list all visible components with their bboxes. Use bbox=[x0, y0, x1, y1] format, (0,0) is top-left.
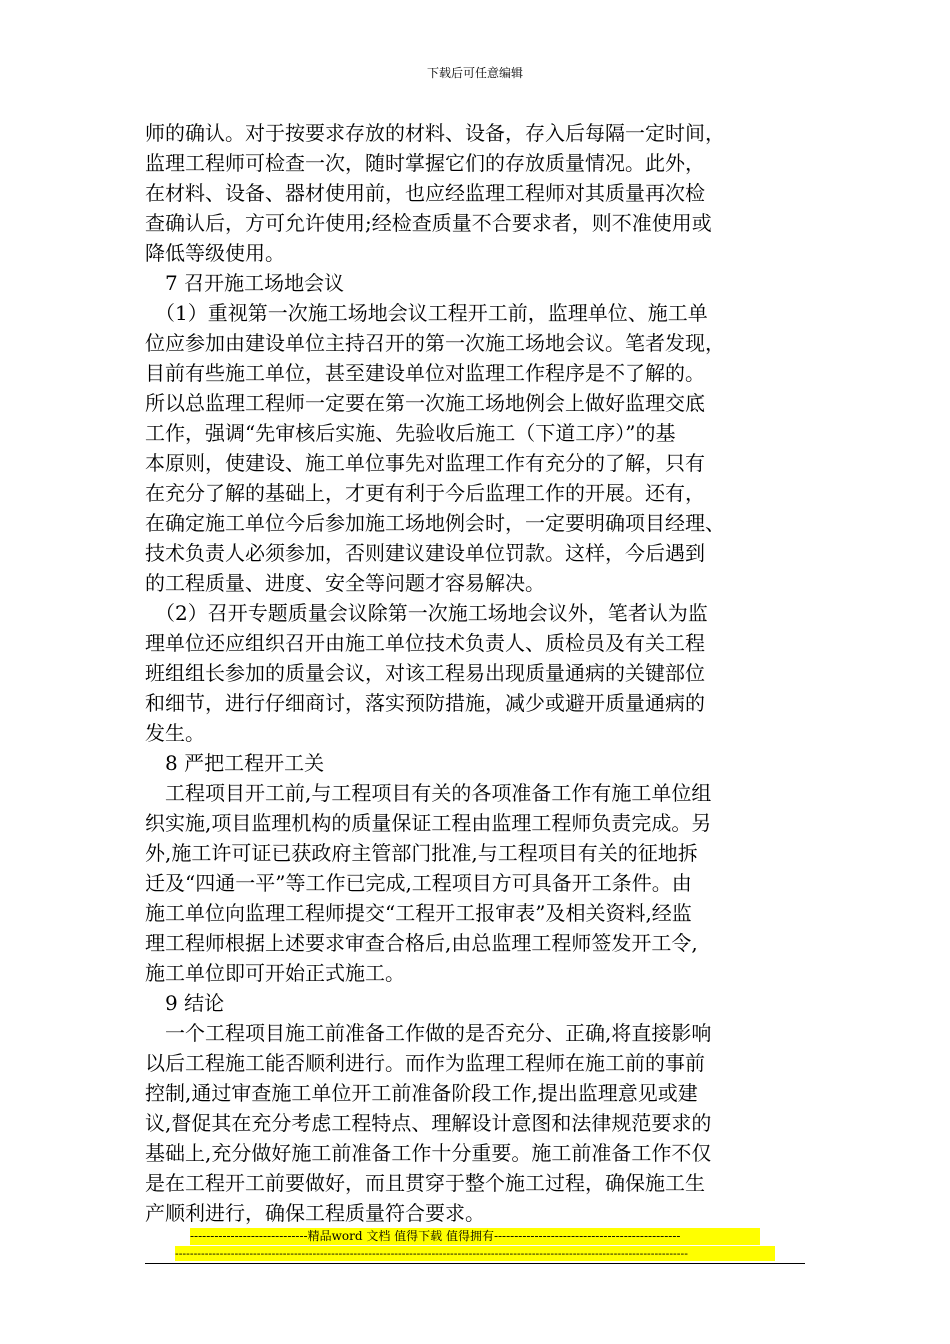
footer-rule bbox=[145, 1263, 805, 1264]
text-line: 控制,通过审查施工单位开工前准备阶段工作,提出监理意见或建 bbox=[145, 1081, 698, 1105]
text-line: 施工单位向监理工程师提交“工程开工报审表”及相关资料,经监 bbox=[145, 901, 692, 925]
text-line: 9 结论 bbox=[145, 991, 225, 1015]
text-line: 外,施工许可证已获政府主管部门批准,与工程项目有关的征地拆 bbox=[145, 841, 698, 865]
text-line: 师的确认。对于按要求存放的材料、设备，存入后每隔一定时间， bbox=[145, 121, 725, 145]
text-line: 工作，强调“先审核后实施、先验收后施工（下道工序）”的基 bbox=[145, 421, 676, 445]
text-line: 在充分了解的基础上，才更有利于今后监理工作的开展。还有， bbox=[145, 481, 705, 505]
text-line: 是在工程开工前要做好，而且贯穿于整个施工过程，确保施工生 bbox=[145, 1171, 705, 1195]
text-line: 产顺利进行，确保工程质量符合要求。 bbox=[145, 1201, 485, 1225]
text-line: 7 召开施工场地会议 bbox=[145, 271, 345, 295]
text-line: 降低等级使用。 bbox=[145, 241, 285, 265]
text-line: 监理工程师可检查一次，随时掌握它们的存放质量情况。此外， bbox=[145, 151, 705, 175]
text-line: 基础上,充分做好施工前准备工作十分重要。施工前准备工作不仅 bbox=[145, 1141, 712, 1165]
text-line: 以后工程施工能否顺利进行。而作为监理工程师在施工前的事前 bbox=[145, 1051, 705, 1075]
text-line: 迁及“四通一平”等工作已完成,工程项目方可具备开工条件。由 bbox=[145, 871, 692, 895]
text-line: （1）重视第一次施工场地会议工程开工前，监理单位、施工单 bbox=[145, 301, 708, 325]
text-line: 在材料、设备、器材使用前，也应经监理工程师对其质量再次检 bbox=[145, 181, 705, 205]
text-line: （2）召开专题质量会议除第一次施工场地会议外，笔者认为监 bbox=[145, 601, 708, 625]
text-line: 目前有些施工单位，甚至建设单位对监理工作程序是不了解的。 bbox=[145, 361, 705, 385]
text-line: 所以总监理工程师一定要在第一次施工场地例会上做好监理交底 bbox=[145, 391, 705, 415]
page-header: 下载后可任意编辑 bbox=[426, 66, 523, 80]
text-line: 议,督促其在充分考虑工程特点、理解设计意图和法律规范要求的 bbox=[145, 1111, 712, 1135]
text-line: 施工单位即可开始正式施工。 bbox=[145, 961, 405, 985]
text-line: 的工程质量、进度、安全等问题才容易解决。 bbox=[145, 571, 545, 595]
text-line: 理单位还应组织召开由施工单位技术负责人、质检员及有关工程 bbox=[145, 631, 705, 655]
text-line: 工程项目开工前,与工程项目有关的各项准备工作有施工单位组 bbox=[145, 781, 712, 805]
footer-banner: -----------------------------精品word 文档 值得下载 值得拥有---------------------------------------------- bbox=[190, 1228, 760, 1245]
text-line: 发生。 bbox=[145, 721, 205, 745]
text-line: 位应参加由建设单位主持召开的第一次施工场地会议。笔者发现， bbox=[145, 331, 725, 355]
text-line: 织实施,项目监理机构的质量保证工程由监理工程师负责完成。另 bbox=[145, 811, 712, 835]
text-line: 查确认后，方可允许使用;经检查质量不合要求者，则不准使用或 bbox=[145, 211, 712, 235]
footer-dashes: ------------------------------------------------------------------------------------------------------------------------------------------ bbox=[175, 1246, 775, 1261]
document-body bbox=[145, 118, 795, 1228]
text-line: 班组组长参加的质量会议，对该工程易出现质量通病的关键部位 bbox=[145, 661, 705, 685]
text-line: 8 严把工程开工关 bbox=[145, 751, 325, 775]
text-line: 本原则，使建设、施工单位事先对监理工作有充分的了解，只有 bbox=[145, 451, 705, 475]
text-line: 在确定施工单位今后参加施工场地例会时，一定要明确项目经理、 bbox=[145, 511, 725, 535]
text-line: 理工程师根据上述要求审查合格后,由总监理工程师签发开工令, bbox=[145, 931, 698, 955]
text-line: 技术负责人必须参加，否则建议建设单位罚款。这样，今后遇到 bbox=[145, 541, 705, 565]
text-line: 一个工程项目施工前准备工作做的是否充分、正确,将直接影响 bbox=[145, 1021, 712, 1045]
text-line: 和细节，进行仔细商讨，落实预防措施，减少或避开质量通病的 bbox=[145, 691, 705, 715]
